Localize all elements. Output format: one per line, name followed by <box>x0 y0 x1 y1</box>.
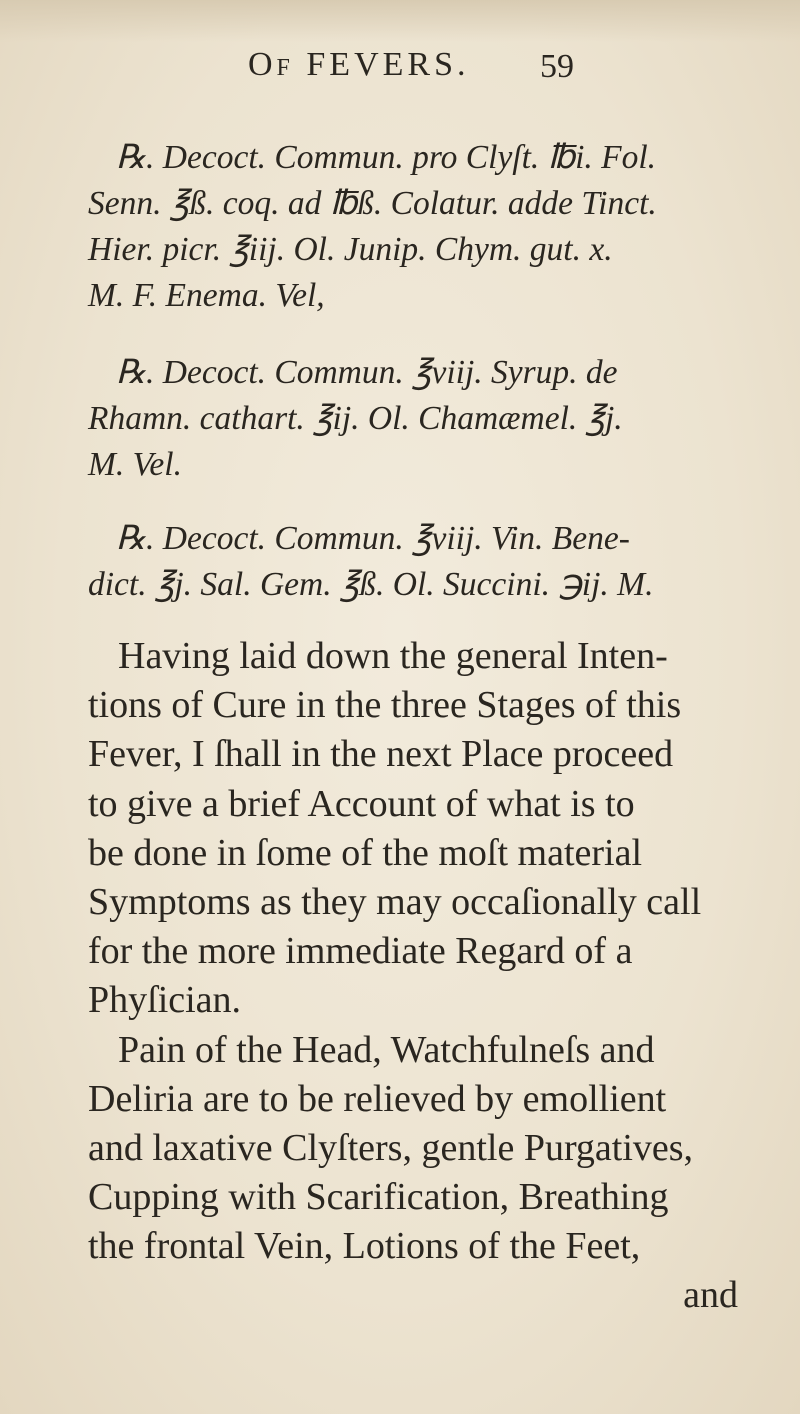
paragraph-line: Pain of the Head, Watchfulneſs and <box>118 1028 655 1071</box>
paragraph-line: be done in ſome of the moſt material <box>88 831 643 874</box>
paragraph-line: Symptoms as they may occaſionally call <box>88 880 702 923</box>
paragraph-line: Having laid down the general Inten- <box>118 635 668 677</box>
paragraph-line: Cupping with Scarification, Breathing <box>88 1176 669 1219</box>
running-title: Of FEVERS. <box>248 46 470 83</box>
page-number: 59 <box>540 48 574 85</box>
running-head <box>0 42 800 92</box>
paragraph-line: Deliria are to be relieved by emollient <box>88 1077 667 1120</box>
page-edge-shadow <box>0 0 800 42</box>
recipe-line: Hier. picr. ℥iij. Ol. Junip. Chym. gut. x. <box>88 231 613 268</box>
recipe-line: M. F. Enema. Vel, <box>88 277 325 314</box>
recipe-line: Rhamn. cathart. ℥ij. Ol. Chamæmel. ℥j. <box>88 400 623 437</box>
recipe-line: ℞. Decoct. Commun. ℥viij. Vin. Bene- <box>116 520 630 557</box>
paragraph-line: for the more immediate Regard of a <box>88 930 633 973</box>
recipe-line: dict. ℥j. Sal. Gem. ℥ß. Ol. Succini. ℈ij. M. <box>88 566 654 603</box>
paragraph-line: Phyſician. <box>88 979 242 1022</box>
paragraph-line: to give a brief Account of what is to <box>88 782 635 825</box>
recipe-line: ℞. Decoct. Commun. pro Clyſt. ℔i. Fol. <box>116 139 657 176</box>
catchword: and <box>683 1274 738 1317</box>
recipe-block-2 <box>88 350 768 488</box>
recipe-line: M. Vel. <box>88 446 182 483</box>
paragraph-line: the frontal Vein, Lotions of the Feet, <box>88 1225 641 1268</box>
recipe-line: ℞. Decoct. Commun. ℥viij. Syrup. de <box>116 354 618 391</box>
recipe-block-3 <box>88 516 768 608</box>
body-paragraphs <box>88 632 768 1321</box>
recipe-line: Senn. ℥ß. coq. ad ℔ß. Colatur. adde Tinct. <box>88 185 657 222</box>
paragraph-line: tions of Cure in the three Stages of this <box>88 684 682 727</box>
recipe-block-1 <box>88 135 768 319</box>
paragraph-line: Fever, I ſhall in the next Place proceed <box>88 733 674 776</box>
paragraph-line: and laxative Clyſters, gentle Purgatives, <box>88 1126 694 1169</box>
